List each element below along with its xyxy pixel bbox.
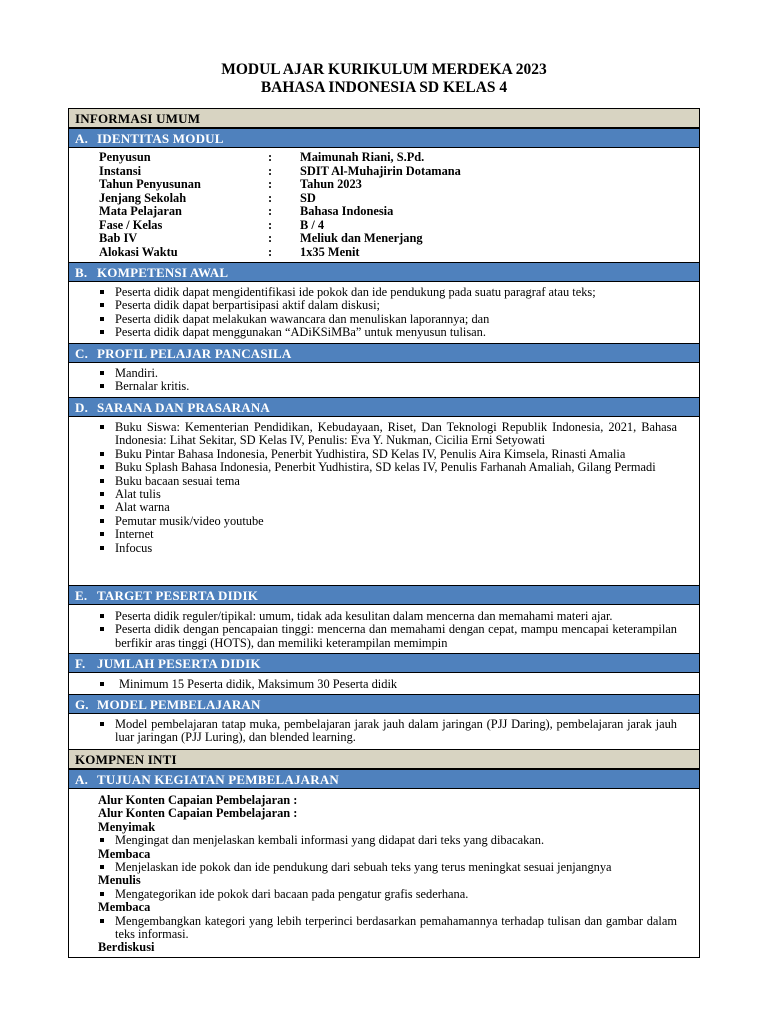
list-item (69, 623, 699, 650)
identity-key: Fase / Kelas (99, 217, 163, 232)
list-item (69, 380, 699, 393)
identity-row-bab (69, 232, 699, 246)
bullet-icon (100, 317, 104, 321)
alur-konten-heading: Alur Konten Capaian Pembelajaran : (98, 806, 298, 821)
jumlah-header (69, 653, 699, 673)
list-item (69, 528, 699, 541)
list-item (69, 326, 699, 339)
list-item (69, 299, 699, 312)
list-item-text: Peserta didik dapat berpartisipasi aktif dalam diskusi; (115, 298, 380, 313)
section-letter: D. (75, 400, 89, 415)
bullet-icon (100, 371, 104, 375)
jumlah-section (69, 678, 699, 691)
bullet-icon (100, 290, 104, 294)
list-item (69, 367, 699, 380)
alur-konten-heading: Alur Konten Capaian Pembelajaran : (98, 793, 298, 807)
list-item (69, 313, 699, 326)
identity-colon: : (268, 190, 273, 205)
identity-value: B / 4 (300, 217, 325, 232)
list-item (69, 834, 699, 847)
identity-colon: : (268, 217, 273, 232)
section-letter: A. (75, 131, 89, 146)
identity-row-penyusun (69, 151, 699, 165)
section-letter: G. (75, 697, 89, 712)
bullet-icon (100, 682, 104, 686)
list-item-text: Alat warna (115, 500, 170, 515)
identitas-header (69, 128, 699, 148)
identitas-section (69, 151, 699, 259)
list-item (69, 475, 699, 488)
identity-value: Bahasa Indonesia (300, 204, 394, 218)
skill-heading: Membaca (98, 846, 151, 861)
section-label: MODEL PEMBELAJARAN (97, 697, 261, 712)
identity-key: Jenjang Sekolah (99, 190, 187, 205)
section-letter: F. (75, 656, 86, 671)
bullet-icon (100, 614, 104, 618)
list-item-text: Peserta didik dapat menggunakan “ADiKSiMBa” untuk menyusun tulisan. (115, 325, 486, 340)
sarana-section (69, 421, 699, 555)
skill-heading: Menulis (98, 873, 141, 888)
identity-row-jenjang (69, 192, 699, 206)
list-item (69, 515, 699, 528)
identity-value: SDIT Al-Muhajirin Dotamana (300, 163, 461, 178)
section-label: SARANA DAN PRASARANA (97, 400, 271, 415)
identity-key: Alokasi Waktu (99, 244, 178, 259)
list-item-text: Buku Splash Bahasa Indonesia, Penerbit Yudhistira, SD kelas IV, Penulis Farhanah Amaliah, Gilang Permadi (115, 460, 656, 475)
list-item (69, 888, 699, 901)
list-item (69, 861, 699, 874)
list-item (69, 501, 699, 514)
list-item-text: Peserta didik reguler/tipikal: umum, tidak ada kesulitan dalam mencerna dan memahami materi ajar. (115, 609, 613, 623)
identity-colon: : (268, 204, 273, 218)
section-label: TARGET PESERTA DIDIK (97, 588, 259, 603)
list-item-text: Model pembelajaran tatap muka, pembelajaran jarak jauh dalam jaringan (PJJ Daring), pembelajaran jarak jauh luar jaringan (PJJ Luring), dan blended learning. (115, 717, 677, 745)
kompetensi-header (69, 262, 699, 282)
identity-row-mapel (69, 205, 699, 219)
identity-value: SD (300, 190, 316, 205)
bullet-icon (100, 505, 104, 509)
identity-key: Instansi (99, 163, 142, 178)
identity-colon: : (268, 150, 273, 164)
bullet-icon (100, 479, 104, 483)
list-item (69, 678, 699, 691)
list-item (69, 488, 699, 501)
list-item-text: Peserta didik dapat mengidentifikasi ide pokok dan ide pendukung pada suatu paragraf atau teks; (115, 285, 596, 299)
list-item-text: Peserta didik dengan pencapaian tinggi: mencerna dan memahami dengan cepat, mampu mencapai keterampilan berfikir aras tinggi (HOTS), dan memiliki keterampilan memimpin (115, 622, 677, 650)
list-item-text: Mengingat dan menjelaskan kembali informasi yang didapat dari teks yang dibacakan. (115, 833, 545, 848)
identity-key: Mata Pelajaran (99, 204, 182, 218)
section-label: PROFIL PELAJAR PANCASILA (97, 346, 292, 361)
identity-value: Meliuk dan Menerjang (300, 231, 423, 245)
model-section (69, 718, 699, 745)
identity-row-instansi (69, 165, 699, 179)
identity-row-fase (69, 219, 699, 233)
tujuan-header (69, 769, 699, 789)
list-item-text: Pemutar musik/video youtube (115, 513, 264, 528)
skill-heading: Membaca (98, 900, 151, 915)
bullet-icon (100, 722, 104, 726)
skill-heading: Menyimak (98, 819, 156, 834)
list-item-text: Menjelaskan ide pokok dan ide pendukung dari sebuah teks yang terus meningkat sesuai jenjangnya (115, 860, 612, 875)
section-letter: E. (75, 588, 88, 603)
bullet-icon (100, 492, 104, 496)
list-item-text: Mengategorikan ide pokok dari bacaan pada pengatur grafis sederhana. (115, 886, 469, 901)
informasi-umum-header (69, 108, 699, 128)
list-item (69, 718, 699, 745)
section-letter: B. (75, 265, 88, 280)
identity-colon: : (268, 244, 273, 259)
bullet-icon (100, 330, 104, 334)
list-item (69, 542, 699, 555)
list-item (69, 421, 699, 448)
skill-heading: Berdiskusi (98, 940, 155, 955)
identity-colon: : (268, 177, 273, 191)
bullet-icon (100, 384, 104, 388)
bullet-icon (100, 519, 104, 523)
list-item-text: Bernalar kritis. (115, 379, 190, 394)
tujuan-section (69, 794, 699, 955)
komponen-inti-header (69, 749, 699, 769)
list-item-text: Peserta didik dapat melakukan wawancara dan menuliskan laporannya; dan (115, 311, 490, 326)
list-item (69, 286, 699, 299)
list-item (69, 461, 699, 474)
bullet-icon (100, 532, 104, 536)
list-item (69, 448, 699, 461)
list-item-text: Buku Siswa: Kementerian Pendidikan, Kebudayaan, Riset, Dan Teknologi Republik Indonesia, 2021, Bahasa Indonesia: Lihat Sekitar, SD Kelas IV, Penulis: Eva Y. Nukman, Cicilia Erni Setyowati (115, 420, 677, 448)
list-item-text: Infocus (115, 540, 153, 555)
section-letter: A. (75, 772, 89, 787)
identity-value: Tahun 2023 (300, 177, 362, 191)
identity-colon: : (268, 231, 273, 245)
bullet-icon (100, 892, 104, 896)
section-label: KOMPETENSI AWAL (97, 265, 229, 280)
sarana-header (69, 397, 699, 417)
bullet-icon (100, 303, 104, 307)
section-label: TUJUAN KEGIATAN PEMBELAJARAN (97, 772, 340, 787)
target-header (69, 585, 699, 605)
identity-row-alokasi (69, 246, 699, 260)
list-item-text: Buku bacaan sesuai tema (115, 473, 240, 488)
document-title: MODUL AJAR KURIKULUM MERDEKA 2023 (221, 61, 547, 78)
bullet-icon (100, 919, 104, 923)
list-item (69, 915, 699, 942)
bullet-icon (100, 452, 104, 456)
section-label: JUMLAH PESERTA DIDIK (97, 656, 261, 671)
identity-key: Penyusun (99, 150, 151, 164)
model-header (69, 694, 699, 714)
profil-header (69, 343, 699, 363)
profil-section (69, 367, 699, 394)
bullet-icon (100, 838, 104, 842)
bullet-icon (100, 425, 104, 429)
bullet-icon (100, 865, 104, 869)
identity-key: Bab IV (99, 231, 138, 245)
section-label: IDENTITAS MODUL (97, 131, 224, 146)
komponen-inti-label: KOMPNEN INTI (75, 752, 177, 767)
list-item-text: Alat tulis (115, 487, 161, 502)
identity-key: Tahun Penyusunan (99, 177, 201, 191)
list-item-text: Buku Pintar Bahasa Indonesia, Penerbit Yudhistira, SD Kelas IV, Penulis Aira Kimsela, Rinasti Amalia (115, 446, 626, 461)
kompetensi-section (69, 286, 699, 340)
informasi-umum-label: INFORMASI UMUM (75, 111, 201, 126)
bullet-icon (100, 546, 104, 550)
identity-colon: : (268, 163, 273, 178)
bullet-icon (100, 465, 104, 469)
list-item (69, 610, 699, 623)
list-item-text: Mengembangkan kategori yang lebih terperinci berdasarkan pemahamannya terhadap tulisan dan gambar dalam teks informasi. (115, 913, 677, 942)
list-item-text: Mandiri. (115, 366, 159, 380)
bullet-icon (100, 627, 104, 631)
document-subtitle: BAHASA INDONESIA SD KELAS 4 (260, 79, 508, 96)
list-item-text: Minimum 15 Peserta didik, Maksimum 30 Peserta didik (119, 677, 398, 691)
identity-value: Maimunah Riani, S.Pd. (300, 150, 425, 164)
section-letter: C. (75, 346, 89, 361)
identity-value: 1x35 Menit (300, 244, 360, 259)
list-item-text: Internet (115, 527, 154, 542)
identity-row-tahun (69, 178, 699, 192)
target-section (69, 610, 699, 650)
module-table (68, 108, 700, 958)
